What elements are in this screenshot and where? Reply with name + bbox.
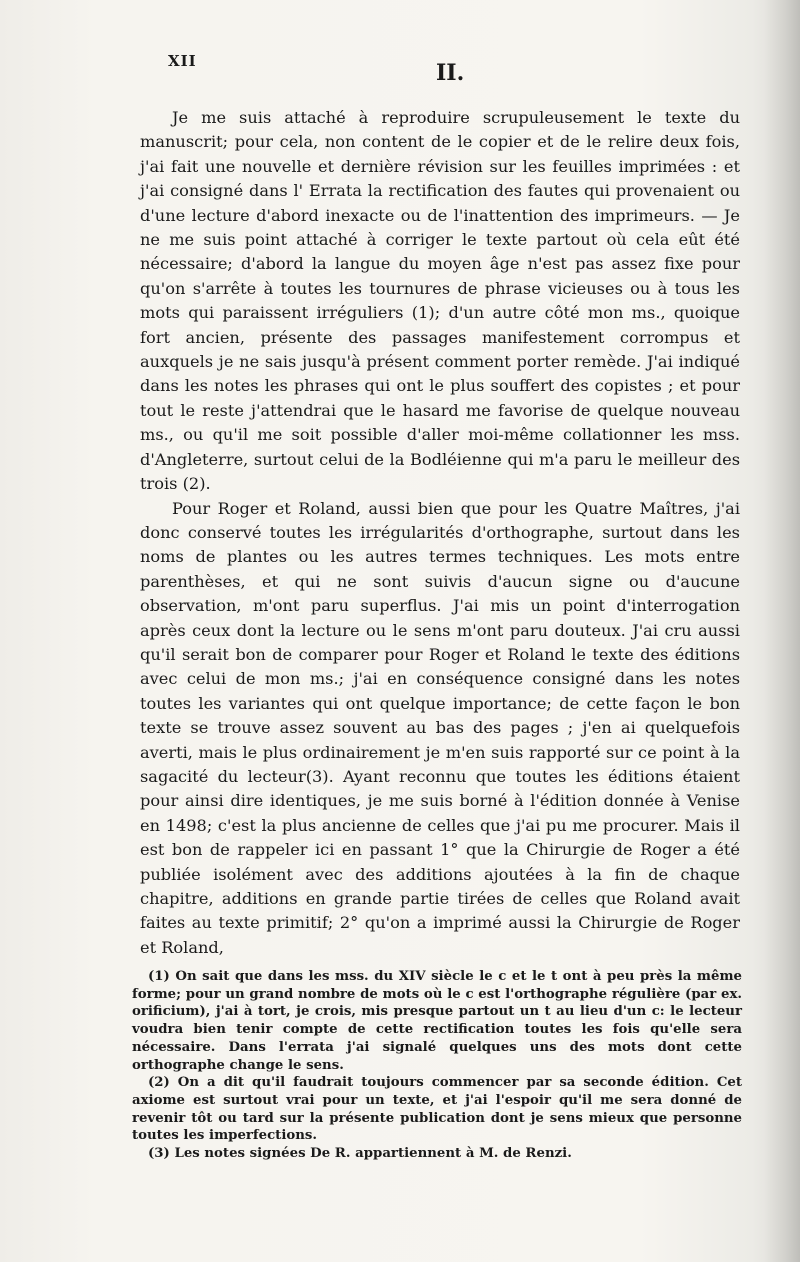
page-edge-shadow [764, 0, 800, 1262]
footnote-1: (1) On sait que dans les mss. du XIV siècle le c et le t ont à peu près la même forme; pour un grand nombre de mots où le c est l'orthographe régulière (par ex. orificium), j'ai à tort, je crois, mis presque partout un t au lieu d'un c: le lecteur voudra bien tenir compte de cette rectification toutes les fois qu'elle sera nécessaire. Dans l'errata j'ai signalé quelques uns des mots dont cette orthographe change le sens. [132, 969, 742, 1073]
footnote-3: (3) Les notes signées De R. appartiennent à M. de Renzi. [148, 1146, 572, 1162]
footnotes [132, 968, 742, 1163]
main-text [140, 106, 740, 960]
footnote-2: (2) On a dit qu'il faudrait toujours commencer par sa seconde édition. Cet axiome est surtout vrai pour un texte, et j'ai l'espoir qu'il me sera donné de revenir tôt ou tard sur la présente publication dont je sens mieux que personne toutes les imperfections. [132, 1075, 742, 1144]
paragraph-1: Je me suis attaché à reproduire scrupuleusement le texte du manuscrit; pour cela, non content de le copier et de le relire deux fois, j'ai fait une nouvelle et dernière révision sur les feuilles imprimées : et j'ai consigné dans l' Errata la rectification des fautes qui provenaient ou d'une lecture d'abord inexacte ou de l'inattention des imprimeurs. — Je ne me suis point attaché à corriger le texte partout où cela eût été nécessaire; d'abord la langue du moyen âge n'est pas assez fixe pour qu'on s'arrête à toutes les tournures de phrase vicieuses ou à tous les mots qui paraissent irréguliers (1); d'un autre côté mon ms., quoique fort ancien, présente des passages manifestement corrompus et auxquels je ne sais jusqu'à présent comment porter remède. J'ai indiqué dans les notes les phrases qui ont le plus souffert des copistes ; et pour tout le reste j'attendrai que le hasard me favorise de quelque nouveau ms., ou qu'il me soit possible d'aller moi-même collationner les mss. d'Angleterre, surtout celui de la Bodléienne qui m'a paru le meilleur des trois (2). [140, 108, 740, 494]
paragraph-2: Pour Roger et Roland, aussi bien que pour les Quatre Maîtres, j'ai donc conservé toutes les irrégularités d'orthographe, surtout dans les noms de plantes ou les autres termes techniques. Les mots entre parenthèses, et qui ne sont suivis d'aucun signe ou d'aucune observation, m'ont paru superflus. J'ai mis un point d'interrogation après ceux dont la lecture ou le sens m'ont paru douteux. J'ai cru aussi qu'il serait bon de comparer pour Roger et Roland le texte des éditions avec celui de mon ms.; j'ai en conséquence consigné dans les notes toutes les variantes qui ont quelque importance; de cette façon le bon texte se trouve assez souvent au bas des pages ; j'en ai quelquefois averti, mais le plus ordinairement je m'en suis rapporté sur ce point à la sagacité du lecteur(3). Ayant reconnu que toutes les éditions étaient pour ainsi dire identiques, je me suis borné à l'édition donnée à Venise en 1498; c'est la plus ancienne de celles que j'ai pu me procurer. Mais il est bon de rappeler ici en passant 1° que la Chirurgie de Roger a été publiée isolément avec des additions ajoutées à la fin de chaque chapitre, additions en grande partie tirées de celles que Roland avait faites au texte primitif; 2° qu'on a imprimé aussi la Chirurgie de Roger et Roland, [140, 498, 740, 957]
page-number: XII [168, 52, 197, 70]
page-header [0, 46, 800, 86]
section-number: II. [436, 60, 465, 86]
